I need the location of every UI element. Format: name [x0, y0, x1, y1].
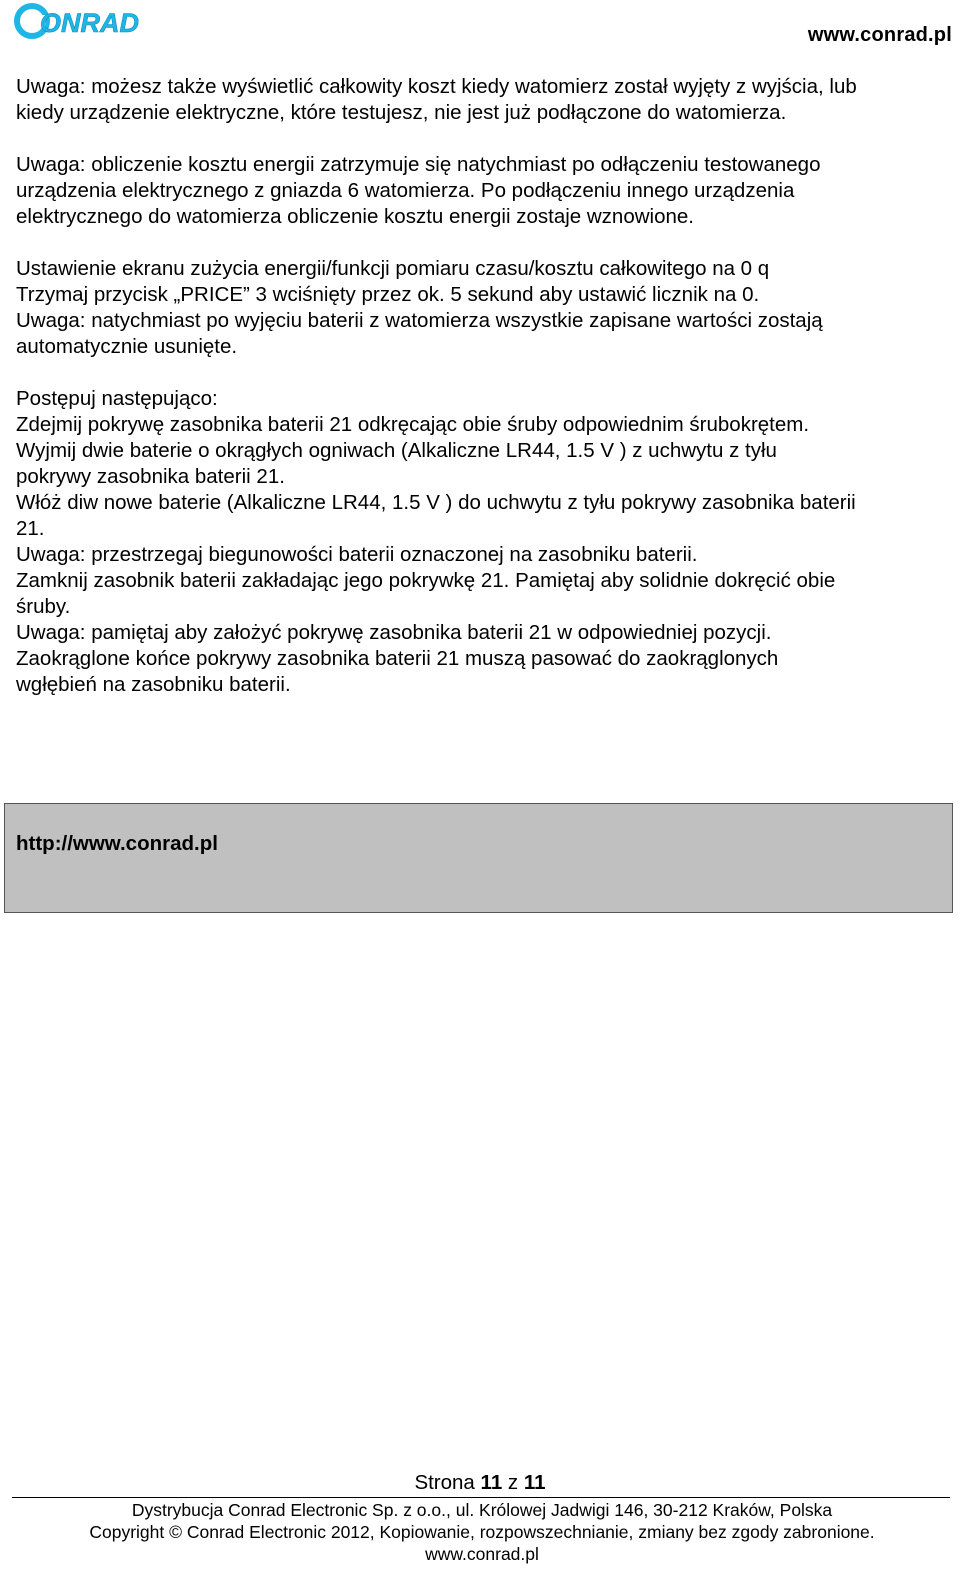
text-line: elektrycznego do watomierza obliczenie kosztu energii zostaje wznowione.: [16, 205, 694, 228]
paragraph: [16, 386, 951, 698]
conrad-logo: [14, 2, 164, 40]
text-line: Zdejmij pokrywę zasobnika baterii 21 odkręcając obie śruby odpowiednim śrubokrętem.: [16, 413, 810, 436]
page-total: 11: [523, 1471, 546, 1494]
text-line: pokrywy zasobnika baterii 21.: [16, 465, 285, 488]
text-line: Zaokrąglone końce pokrywy zasobnika baterii 21 muszą pasować do zaokrąglonych: [16, 647, 779, 670]
page-label: Strona: [414, 1471, 475, 1494]
text-line: Uwaga: przestrzegaj biegunowości baterii oznaczonej na zasobniku baterii.: [16, 543, 698, 566]
text-line: Ustawienie ekranu zużycia energii/funkcji pomiaru czasu/kosztu całkowitego na 0 q: [16, 257, 770, 280]
paragraph: [16, 152, 951, 230]
text-line: Uwaga: możesz także wyświetlić całkowity koszt kiedy watomierz został wyjęty z wyjścia, lub: [16, 75, 857, 98]
paragraph: [16, 256, 951, 360]
page-current: 11: [480, 1471, 503, 1494]
footer-box-url[interactable]: http://www.conrad.pl: [16, 832, 218, 855]
text-line: Włóż diw nowe baterie (Alkaliczne LR44, 1.5 V ) do uchwytu z tyłu pokrywy zasobnika baterii: [16, 491, 856, 514]
page-number: [0, 1471, 960, 1495]
text-line: 21.: [16, 517, 45, 540]
text-line: urządzenia elektrycznego z gniazda 6 watomierza. Po podłączeniu innego urządzenia: [16, 179, 795, 202]
footer-copyright: Copyright © Conrad Electronic 2012, Kopiowanie, rozpowszechnianie, zmiany bez zgody zabronione.: [89, 1522, 875, 1542]
text-line: śruby.: [16, 595, 71, 618]
text-line: kiedy urządzenie elektryczne, które testujesz, nie jest już podłączone do watomierza.: [16, 101, 787, 124]
footer-site-url[interactable]: www.conrad.pl: [425, 1544, 539, 1564]
text-line: Uwaga: pamiętaj aby założyć pokrywę zasobnika baterii 21 w odpowiedniej pozycji.: [16, 621, 772, 644]
text-line: Postępuj następująco:: [16, 387, 218, 410]
text-line: wgłębień na zasobniku baterii.: [16, 673, 291, 696]
header-site-url[interactable]: www.conrad.pl: [807, 24, 952, 46]
paragraph: [16, 74, 951, 126]
logo-text: ONRAD: [40, 8, 139, 38]
text-line: Trzymaj przycisk „PRICE” 3 wciśnięty przez ok. 5 sekund aby ustawić licznik na 0.: [16, 283, 760, 306]
text-line: Wyjmij dwie baterie o okrągłych ogniwach (Alkaliczne LR44, 1.5 V ) z uchwytu z tyłu: [16, 439, 777, 462]
text-line: Uwaga: natychmiast po wyjęciu baterii z watomierza wszystkie zapisane wartości zostają: [16, 309, 823, 332]
document-body: [16, 74, 951, 724]
footer-distribution: Dystrybucja Conrad Electronic Sp. z o.o., ul. Królowej Jadwigi 146, 30-212 Kraków, Polska: [131, 1500, 833, 1520]
page-separator: z: [507, 1471, 519, 1494]
text-line: Zamknij zasobnik baterii zakładając jego pokrywkę 21. Pamiętaj aby solidnie dokręcić obie: [16, 569, 836, 592]
text-line: Uwaga: obliczenie kosztu energii zatrzymuje się natychmiast po odłączeniu testowanego: [16, 153, 821, 176]
text-line: automatycznie usunięte.: [16, 335, 238, 358]
footer-url-box: [4, 803, 953, 913]
footer-divider: [12, 1497, 950, 1498]
